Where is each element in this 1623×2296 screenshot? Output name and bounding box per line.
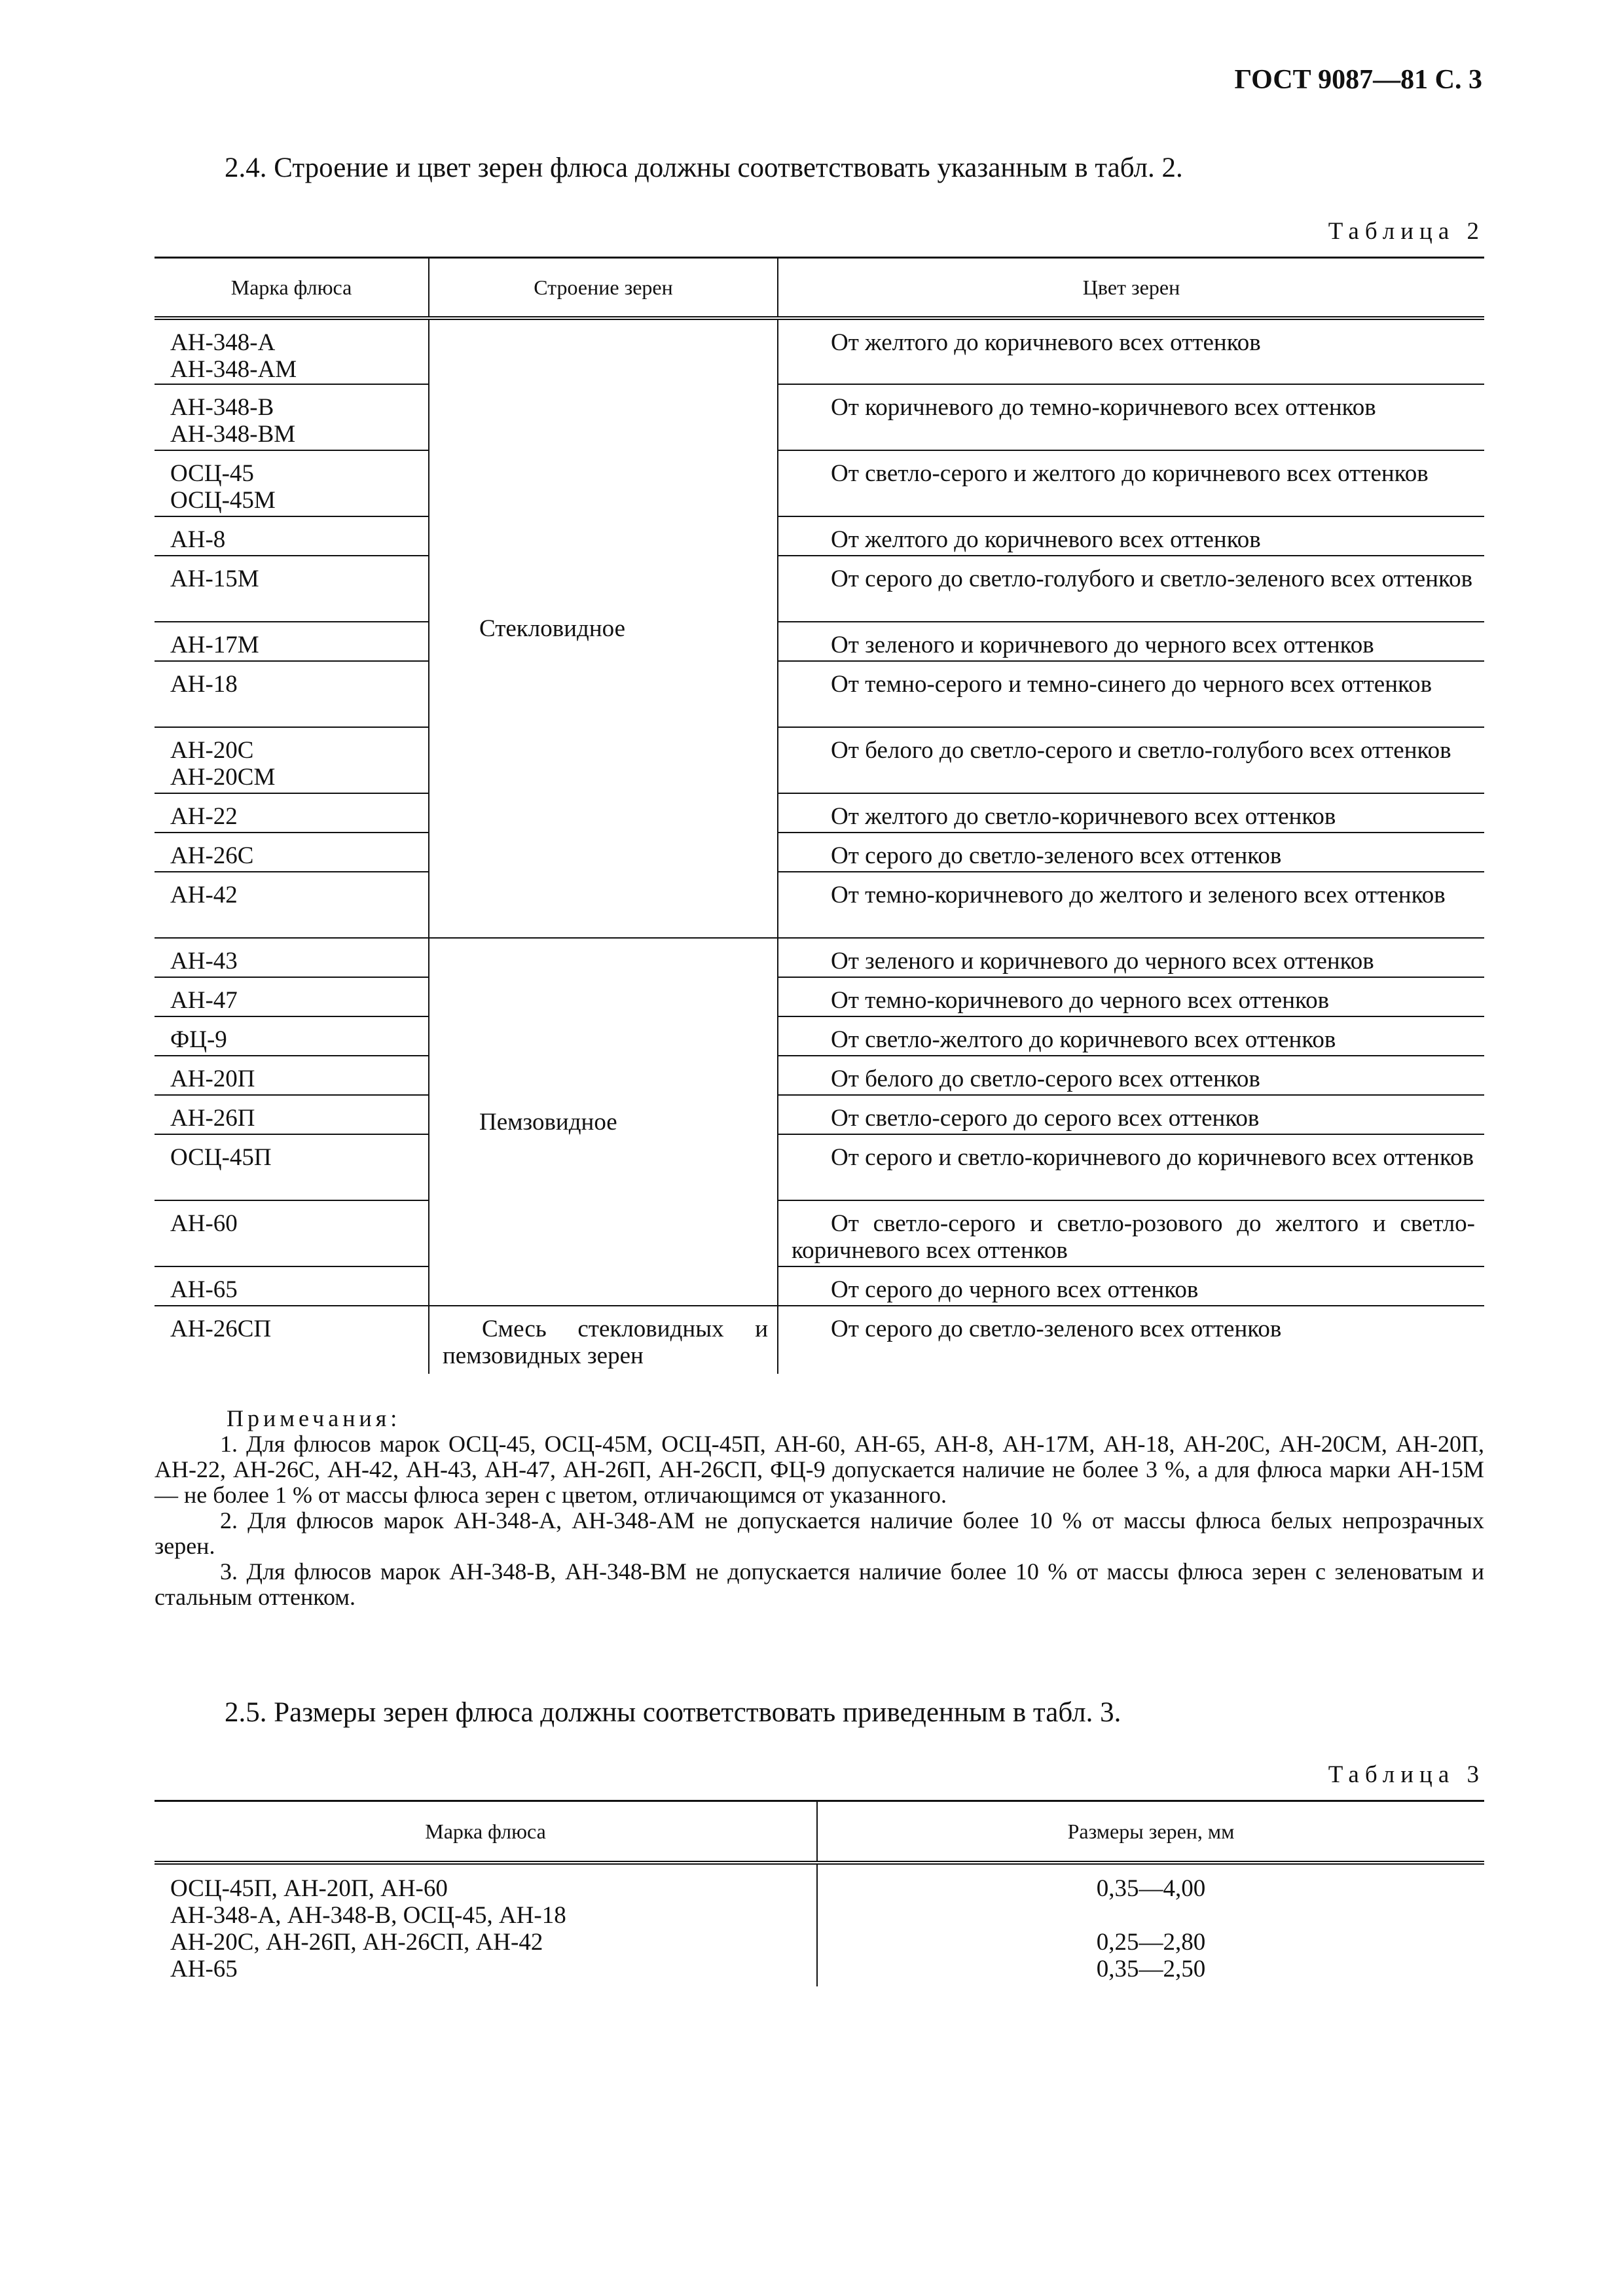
- table-2: [155, 257, 1484, 1374]
- grain-size-cell: 0,35—4,00 0,25—2,80 0,35—2,50: [817, 1863, 1484, 1986]
- table-3-caption: Таблица 3: [1328, 1761, 1485, 1788]
- flux-mark-cell: АН-60: [155, 1200, 429, 1266]
- table-row: [155, 516, 1484, 556]
- grain-color-cell: От серого до светло-зеленого всех оттенков: [778, 1306, 1484, 1374]
- grain-color-cell: От серого до светло-голубого и светло-зеленого всех оттенков: [778, 556, 1484, 622]
- flux-mark-cell: ОСЦ-45П, АН-20П, АН-60 АН-348-А, АН-348-В, ОСЦ-45, АН-18 АН-20С, АН-26П, АН-26СП, АН-42 АН-65: [155, 1863, 817, 1986]
- flux-mark-cell: АН-26СП: [155, 1306, 429, 1374]
- structure-cell: Смесь стекловидных и пемзовидных зерен: [429, 1306, 778, 1374]
- flux-mark-cell: АН-65: [155, 1266, 429, 1306]
- flux-mark-cell: АН-20П: [155, 1056, 429, 1095]
- grain-color-cell: От желтого до коричневого всех оттенков: [778, 516, 1484, 556]
- table-row: [155, 1095, 1484, 1134]
- table-row: [155, 1306, 1484, 1374]
- flux-mark-cell: ОСЦ-45П: [155, 1134, 429, 1200]
- page-header: ГОСТ 9087—81 С. 3: [1234, 65, 1482, 95]
- grain-color-cell: От светло-серого до серого всех оттенков: [778, 1095, 1484, 1134]
- flux-mark-cell: ФЦ-9: [155, 1016, 429, 1056]
- grain-color-cell: От светло-серого и светло-розового до желтого и светло-коричневого всех оттенков: [778, 1200, 1484, 1266]
- table-row: [155, 1056, 1484, 1095]
- table-row: [155, 661, 1484, 727]
- flux-mark-cell: АН-8: [155, 516, 429, 556]
- grain-color-cell: От зеленого и коричневого до черного всех оттенков: [778, 938, 1484, 977]
- flux-mark-cell: АН-348-В АН-348-ВМ: [155, 384, 429, 450]
- flux-mark-cell: АН-348-А АН-348-АМ: [155, 318, 429, 384]
- flux-mark-cell: АН-47: [155, 977, 429, 1016]
- table-row: [155, 622, 1484, 661]
- grain-color-cell: От желтого до коричневого всех оттенков: [778, 318, 1484, 384]
- grain-color-cell: От белого до светло-серого и светло-голубого всех оттенков: [778, 727, 1484, 793]
- grain-color-cell: От темно-коричневого до черного всех оттенков: [778, 977, 1484, 1016]
- table-row: [155, 1016, 1484, 1056]
- table-row: [155, 1134, 1484, 1200]
- flux-mark-cell: АН-17М: [155, 622, 429, 661]
- flux-mark-cell: АН-15М: [155, 556, 429, 622]
- grain-color-cell: От коричневого до темно-коричневого всех оттенков: [778, 384, 1484, 450]
- notes-title: Примечания:: [227, 1405, 401, 1431]
- table-row: [155, 1200, 1484, 1266]
- table-row: [155, 872, 1484, 938]
- grain-color-cell: От серого и светло-коричневого до коричневого всех оттенков: [778, 1134, 1484, 1200]
- grain-color-cell: От темно-коричневого до желтого и зеленого всех оттенков: [778, 872, 1484, 938]
- table-2-header-structure: Строение зерен: [429, 258, 778, 319]
- grain-color-cell: От желтого до светло-коричневого всех оттенков: [778, 793, 1484, 833]
- grain-color-cell: От серого до черного всех оттенков: [778, 1266, 1484, 1306]
- grain-color-cell: От светло-серого и желтого до коричневого всех оттенков: [778, 450, 1484, 516]
- table-row: [155, 833, 1484, 872]
- table-row: [155, 318, 1484, 384]
- flux-mark-cell: АН-26С: [155, 833, 429, 872]
- table-row: [155, 556, 1484, 622]
- note-item: 2. Для флюсов марок АН-348-А, АН-348-АМ не допускается наличие более 10 % от массы флюса белых непрозрачных зерен.: [155, 1507, 1484, 1559]
- table-row: [155, 1266, 1484, 1306]
- table-2-header-color: Цвет зерен: [778, 258, 1484, 319]
- flux-mark-cell: АН-22: [155, 793, 429, 833]
- flux-mark-cell: АН-26П: [155, 1095, 429, 1134]
- paragraph-2-5: 2.5. Размеры зерен флюса должны соответствовать приведенным в табл. 3.: [225, 1697, 1122, 1728]
- table-row: [155, 384, 1484, 450]
- note-item: 3. Для флюсов марок АН-348-В, АН-348-ВМ не допускается наличие более 10 % от массы флюса зерен с зеленоватым и стальным оттенком.: [155, 1558, 1484, 1610]
- flux-mark-cell: АН-43: [155, 938, 429, 977]
- structure-cell: Пемзовидное: [429, 938, 778, 1306]
- note-item: 1. Для флюсов марок ОСЦ-45, ОСЦ-45М, ОСЦ-45П, АН-60, АН-65, АН-8, АН-17М, АН-18, АН-20С, АН-20СМ, АН-20П, АН-22, АН-26С, АН-42, АН-43, АН-47, АН-26П, АН-26СП, ФЦ-9 допускается наличие не более 3 %, а для флюса марки АН-15М — не более 1 % от массы флюса зерен с цветом, отличающимся от указанного.: [155, 1431, 1484, 1508]
- table-3-header-mark: Марка флюса: [155, 1801, 817, 1863]
- grain-color-cell: От зеленого и коричневого до черного всех оттенков: [778, 622, 1484, 661]
- table-row: [155, 1863, 1484, 1986]
- paragraph-2-4: 2.4. Строение и цвет зерен флюса должны соответствовать указанным в табл. 2.: [225, 152, 1183, 183]
- table-2-header-mark: Марка флюса: [155, 258, 429, 319]
- grain-color-cell: От серого до светло-зеленого всех оттенков: [778, 833, 1484, 872]
- table-row: [155, 793, 1484, 833]
- grain-color-cell: От светло-желтого до коричневого всех оттенков: [778, 1016, 1484, 1056]
- table-2-caption: Таблица 2: [1328, 218, 1485, 245]
- table-3: [155, 1800, 1484, 1986]
- flux-mark-cell: АН-42: [155, 872, 429, 938]
- table-row: [155, 450, 1484, 516]
- table-row: [155, 938, 1484, 977]
- structure-cell: Стекловидное: [429, 318, 778, 938]
- notes-block: [155, 1406, 1484, 1610]
- flux-mark-cell: АН-20С АН-20СМ: [155, 727, 429, 793]
- grain-color-cell: От темно-серого и темно-синего до черного всех оттенков: [778, 661, 1484, 727]
- grain-color-cell: От белого до светло-серого всех оттенков: [778, 1056, 1484, 1095]
- table-row: [155, 727, 1484, 793]
- flux-mark-cell: ОСЦ-45 ОСЦ-45М: [155, 450, 429, 516]
- flux-mark-cell: АН-18: [155, 661, 429, 727]
- table-3-header-size: Размеры зерен, мм: [817, 1801, 1484, 1863]
- table-row: [155, 977, 1484, 1016]
